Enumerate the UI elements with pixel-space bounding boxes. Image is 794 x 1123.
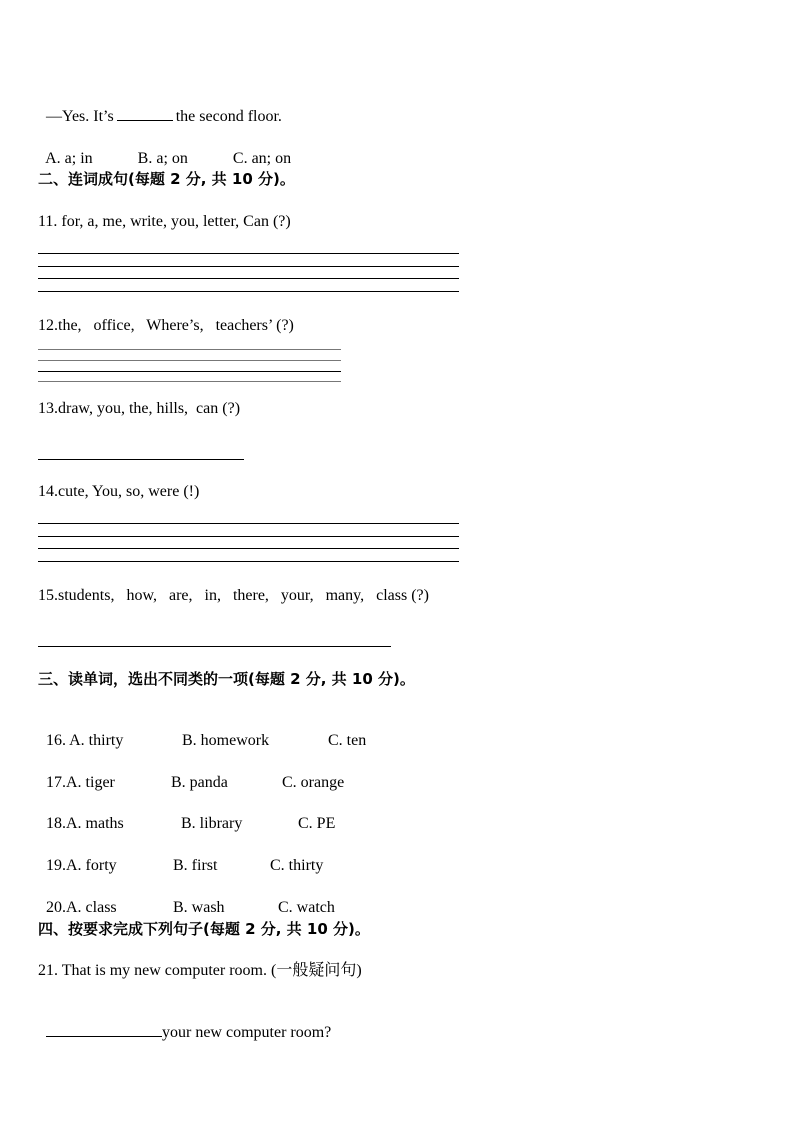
q14-prompt: 14.cute, You, so, were (!) [38, 483, 200, 500]
q10-answer-prefix: —Yes. It’s [46, 108, 114, 125]
q13-prompt: 13.draw, you, the, hills, can (?) [38, 400, 241, 417]
q20-row [38, 878, 335, 918]
q16-option-b: B. homework [182, 732, 270, 749]
q15-prompt: 15.students, how, are, in, there, your, many, class (?) [38, 587, 429, 604]
q21-prompt: 21. That is my new computer room. (一般疑问句) [38, 962, 362, 979]
q21-answer-suffix: your new computer room? [162, 1024, 332, 1041]
q17-option-b: B. panda [171, 774, 228, 791]
q10-option-b: B. a; on [137, 150, 188, 167]
q17-row [38, 753, 344, 793]
q20-option-a: 20.A. class [46, 899, 117, 916]
q17-option-a: 17.A. tiger [46, 774, 115, 791]
q18-row [38, 794, 335, 834]
section4-heading: 四、按要求完成下列句子(每题 2 分, 共 10 分)。 [38, 920, 370, 938]
q11-answer-line-4[interactable] [38, 291, 459, 292]
q12-answer-line-2[interactable] [38, 360, 341, 361]
q10-options [38, 129, 291, 169]
q16-option-a: 16. A. thirty [46, 732, 124, 749]
q14-answer-line-2[interactable] [38, 536, 459, 537]
q11-answer-line-2[interactable] [38, 266, 459, 267]
q10-blank[interactable] [117, 119, 173, 121]
q14-answer-line-3[interactable] [38, 548, 459, 549]
q10-answer-line [38, 87, 282, 127]
q21-blank[interactable] [46, 1035, 162, 1037]
q17-option-c: C. orange [282, 774, 345, 791]
q18-option-b: B. library [181, 815, 243, 832]
q19-row [38, 836, 323, 876]
q14-answer-line-1[interactable] [38, 523, 459, 524]
q19-option-b: B. first [173, 857, 218, 874]
q21-answer-line [38, 1003, 331, 1043]
q10-option-a: A. a; in [45, 150, 93, 167]
q20-option-b: B. wash [173, 899, 225, 916]
q15-answer-line[interactable] [38, 646, 391, 647]
q12-prompt: 12.the, office, Where’s, teachers’ (?) [38, 317, 294, 334]
q11-answer-line-1[interactable] [38, 253, 459, 254]
q10-option-c: C. an; on [232, 150, 292, 167]
section2-heading: 二、连词成句(每题 2 分, 共 10 分)。 [38, 170, 295, 188]
q19-option-c: C. thirty [270, 857, 324, 874]
q11-prompt: 11. for, a, me, write, you, letter, Can (?) [38, 213, 291, 230]
q19-option-a: 19.A. forty [46, 857, 117, 874]
q18-option-a: 18.A. maths [46, 815, 124, 832]
q16-row [38, 711, 366, 751]
q18-option-c: C. PE [298, 815, 336, 832]
q12-answer-line-1[interactable] [38, 349, 341, 350]
section3-heading: 三、读单词，选出不同类的一项(每题 2 分, 共 10 分)。 [38, 670, 415, 688]
q13-answer-line[interactable] [38, 459, 244, 460]
q16-option-c: C. ten [328, 732, 367, 749]
q20-option-c: C. watch [278, 899, 335, 916]
q12-answer-line-3[interactable] [38, 371, 341, 372]
q10-answer-suffix: the second floor. [175, 108, 282, 125]
q14-answer-line-4[interactable] [38, 561, 459, 562]
q11-answer-line-3[interactable] [38, 278, 459, 279]
q12-answer-line-4[interactable] [38, 381, 341, 382]
